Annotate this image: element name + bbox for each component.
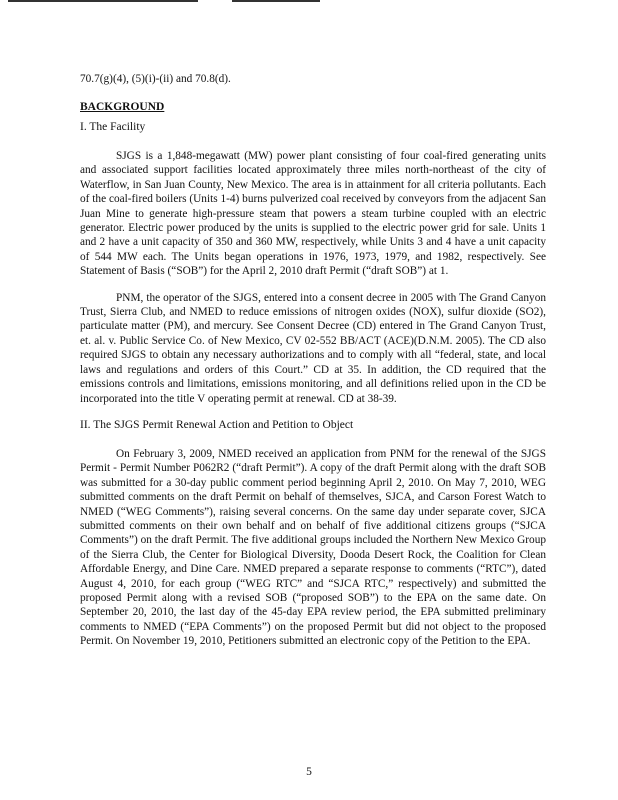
continuation-line: 70.7(g)(4), (5)(i)-(ii) and 70.8(d). (80, 73, 231, 85)
consent-decree-paragraph: PNM, the operator of the SJGS, entered into a consent decree in 2005 with The Grand Canyon Trust, Sierra Club, and NMED to reduce emissions of nitrogen oxides (NOX), sulfur dioxide (SO2), particulate matter (PM), and mercury. See Consent Decree (CD) entered in The Grand Canyon Trust, et. al. v. Public Service Co. of New Mexico, CV 02-552 BB/ACT (ACE)(D.N.M. 2005). The CD also required SJGS to obtain any necessary authorizations and to comply with all “federal, state, and local laws and regulations and orders of this Court.” CD at 35. In addition, the CD required that the emissions controls and limitations, emissions monitoring, and all definitions relied upon in the CD be incorporated into the title V operating permit at renewal. CD at 38-39. (80, 291, 546, 405)
header-rule-left (8, 0, 198, 2)
header-rule-right (232, 0, 320, 2)
page-number: 5 (306, 766, 312, 778)
section-facility-title: I. The Facility (80, 121, 146, 133)
section-permit-renewal-title: II. The SJGS Permit Renewal Action and Petition to Object (80, 418, 354, 431)
facility-paragraph: SJGS is a 1,848-megawatt (MW) power plant consisting of four coal-fired generating units and associated support facilities located approximately three miles north-northeast of the city of Waterflow, in San Juan County, New Mexico. The area is in attainment for all criteria pollutants. Each of the coal-fired boilers (Units 1-4) burns pulverized coal received by conveyors from the adjacent San Juan Mine to generate high-pressure steam that powers a steam turbine coupled with an electric generator. Electric power produced by the units is supplied to the electric power grid for sale. Units 1 and 2 have a unit capacity of 350 and 360 MW, respectively, while Units 3 and 4 have a unit capacity of 544 MW each. The Units began operations in 1976, 1973, 1979, and 1982, respectively. See Statement of Basis (“SOB”) for the April 2, 2010 draft Permit (“draft SOB”) at 1. (80, 150, 546, 278)
permit-renewal-paragraph: On February 3, 2009, NMED received an application from PNM for the renewal of the SJGS Permit - Permit Number P062R2 (“draft Permit”). A copy of the draft Permit along with the draft SOB was submitted for a 30-day public comment period beginning April 2, 2010. On May 7, 2010, WEG submitted comments on the draft Permit on behalf of themselves, SJCA, and Carson Forest Watch to NMED (“WEG Comments”), raising several concerns. On the same day under separate cover, SJCA submitted comments on their own behalf and on behalf of five additional citizens groups (“SJCA Comments”) on the draft Permit. The five additional groups included the Northern New Mexico Group of the Sierra Club, the Center for Biological Diversity, Dooda Desert Rock, the Coalition for Clean Affordable Energy, and Dine Care. NMED prepared a separate response to comments (“RTC”), dated August 4, 2010, for each group (“WEG RTC” and “SJCA RTC,” respectively) and submitted the proposed Permit along with a revised SOB (“proposed SOB”) to the EPA on the same date. On September 20, 2010, the last day of the 45-day EPA review period, the EPA submitted preliminary comments to NMED (“EPA Comments”) on the proposed Permit but did not object to the proposed Permit. On November 19, 2010, Petitioners submitted an electronic copy of the Petition to the EPA. (80, 447, 546, 648)
document-page (80, 72, 546, 661)
background-heading: BACKGROUND (80, 101, 165, 113)
